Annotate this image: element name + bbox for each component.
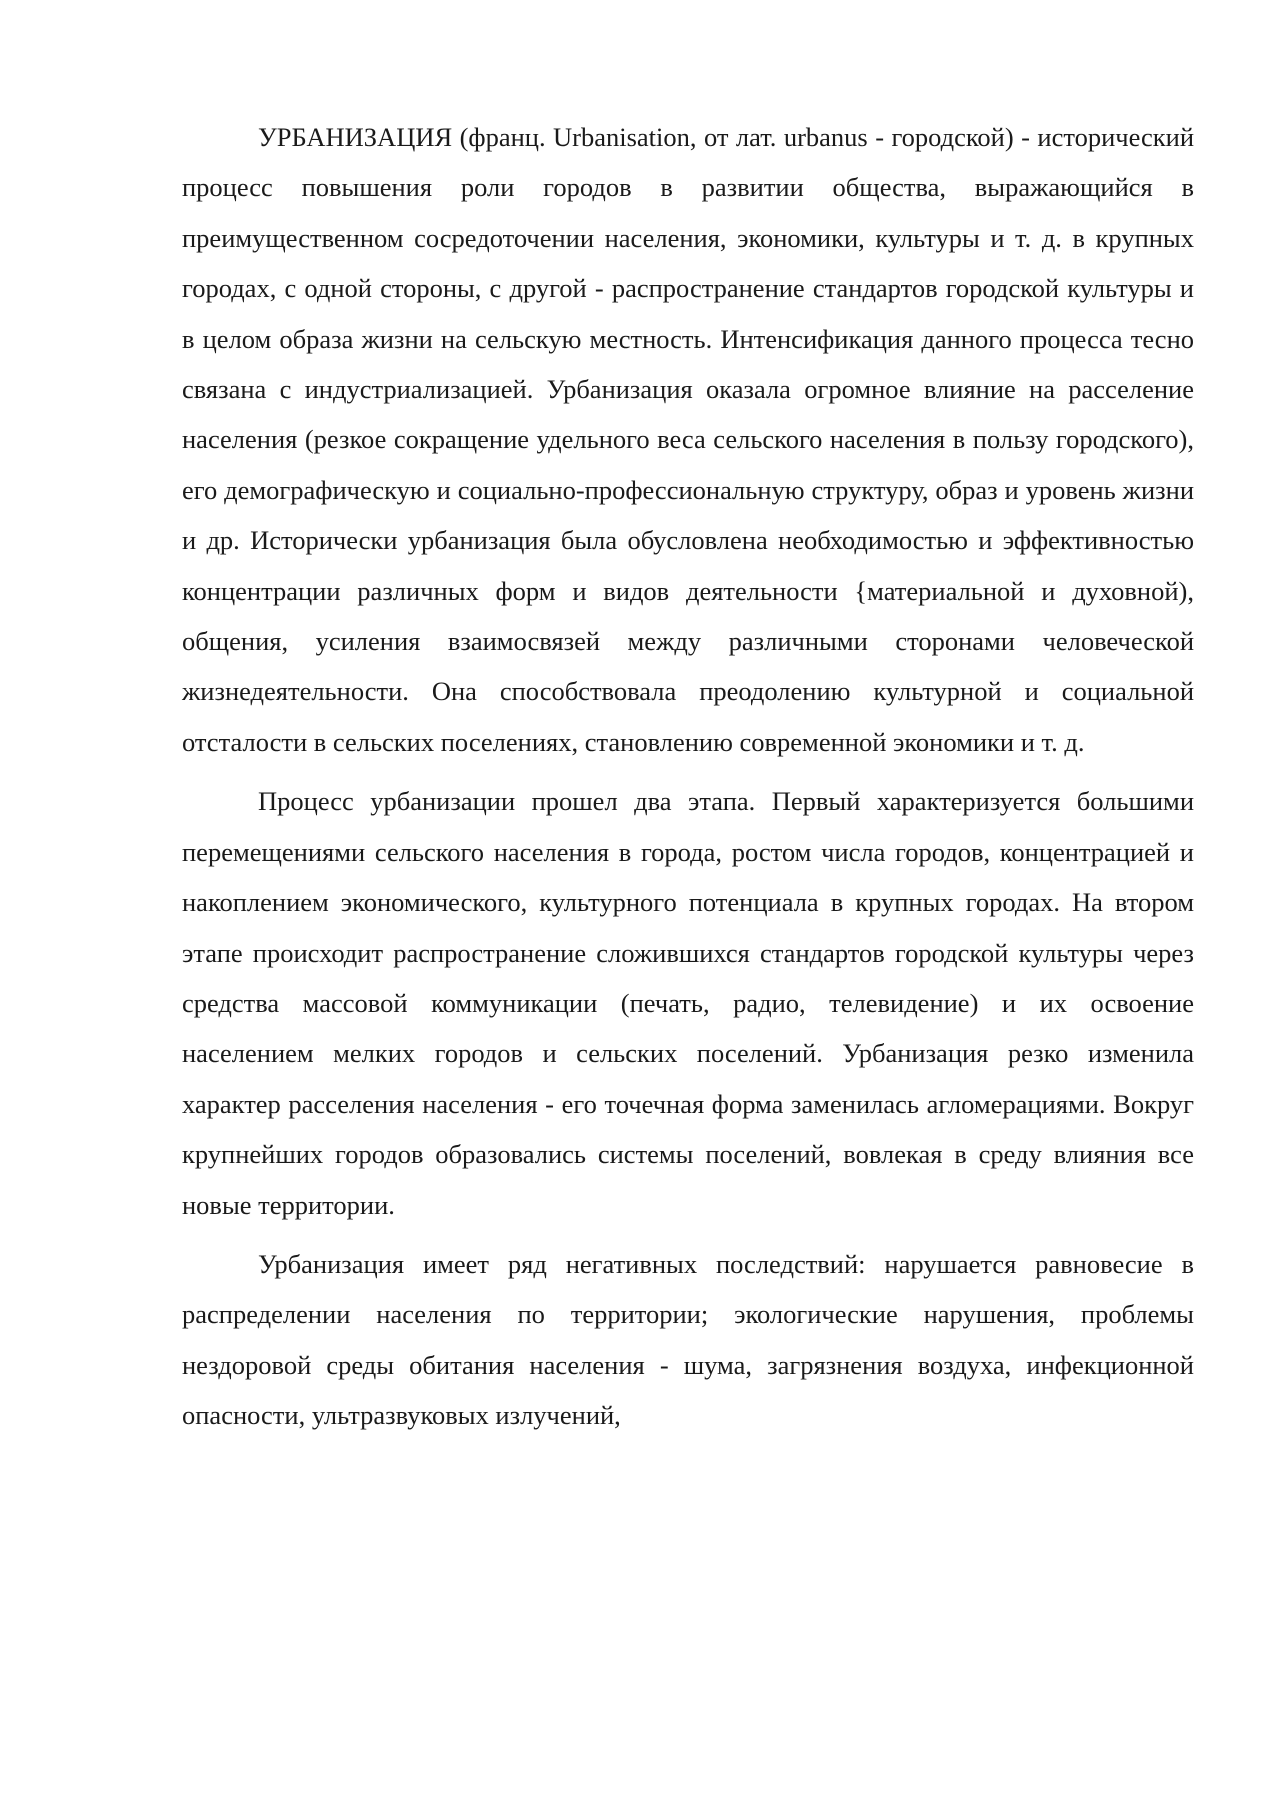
paragraph-urbanization-stages: Процесс урбанизации прошел два этапа. Первый характеризуется большими перемещениями сельского населения в города, ростом числа городов, концентрацией и накоплением экономического, культурного потенциала в крупных городах. На втором этапе происходит распространение сложившихся стандартов городской культуры через средства массовой коммуникации (печать, радио, телевидение) и их освоение населением мелких городов и сельских поселений. Урбанизация резко изменила характер расселения населения - его точечная форма заменилась агломерациями. Вокруг крупнейших городов образовались системы поселений, вовлекая в среду влияния все новые территории. [182,786,1194,1220]
paragraph-urbanization-consequences: Урбанизация имеет ряд негативных последствий: нарушается равновесие в распределении населения по территории; экологические нарушения, проблемы нездоровой среды обитания населения - шума, загрязнения воздуха, инфекционной опасности, ультразвуковых излучений, [182,1248,1194,1431]
document-body [182,112,1194,1441]
paragraph-urbanization-definition: УРБАНИЗАЦИЯ (франц. Urbanisation, от лат. urbanus - городской) - исторический процесс повышения роли городов в развитии общества, выражающийся в преимущественном сосредоточении населения, экономики, культуры и т. д. в крупных городах, с одной стороны, с другой - распространение стандартов городской культуры и в целом образа жизни на сельскую местность. Интенсификация данного процесса тесно связана с индустриализацией. Урбанизация оказала огромное влияние на расселение населения (резкое сокращение удельного веса сельского населения в пользу городского), его демографическую и социально-профессиональную структуру, образ и уровень жизни и др. Исторически урбанизация была обусловлена необходимостью и эффективностью концентрации различных форм и видов деятельности {материальной и духовной), общения, усиления взаимосвязей между различными сторонами человеческой жизнедеятельности. Она способствовала преодолению культурной и социальной отсталости в сельских поселениях, становлению современной экономики и т. д. [182,122,1194,757]
